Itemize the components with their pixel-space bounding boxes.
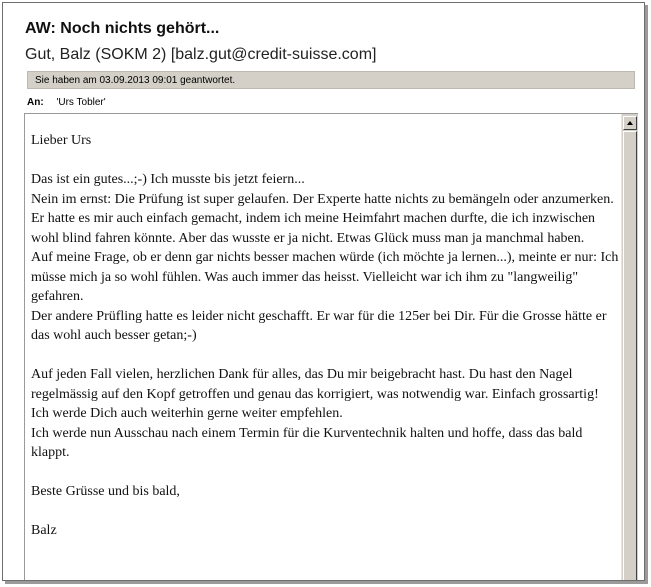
reply-info-bar[interactable]: Sie haben am 03.09.2013 09:01 geantwortet.	[27, 71, 635, 89]
email-sender: Gut, Balz (SOKM 2) [balz.gut@credit-suisse.com]	[25, 46, 377, 63]
body-line: Nein im ernst: Die Prüfung ist super gelaufen. Der Experte hatte nichts zu bemängeln oder anzumerken. Er hatte es mir auch einfach gemacht, indem ich meine Heimfahrt machen durfte, die ich inzwischen wohl blind fahren könnte. Aber das wusste er ja nicht. Etwas Glück muss man ja manchmal haben.	[31, 191, 614, 246]
recipient-row	[27, 97, 106, 108]
to-label: An:	[27, 97, 44, 108]
blank-line	[31, 151, 619, 171]
vertical-scrollbar[interactable]	[621, 114, 638, 580]
blank-line	[31, 346, 619, 366]
email-subject: AW: Noch nichts gehört...	[25, 20, 220, 37]
scroll-up-arrow-icon[interactable]	[623, 116, 637, 130]
blank-line	[31, 463, 619, 483]
body-line: Ich werde nun Ausschau nach einem Termin für die Kurventechnik halten und hoffe, dass das bald klappt.	[31, 425, 583, 460]
scroll-thumb[interactable]	[623, 131, 637, 580]
blank-line	[31, 502, 619, 522]
body-line: Auf meine Frage, ob er denn gar nichts besser machen würde (ich möchte ja lernen...), meinte er nur: Ich müsse mich ja so wohl fühlen. Was auch immer das heisst. Vielleicht war ich ihm zu "langweilig" gefahren.	[31, 250, 619, 304]
email-window	[2, 2, 645, 581]
body-line: Auf jeden Fall vielen, herzlichen Dank für alles, das Du mir beigebracht hast. Du hast den Nagel regelmässig auf den Kopf getroffen und genau das korrigiert, was notwendig war. Einfach grossartig! Ich werde Dich auch weiterhin gerne weiter empfehlen.	[31, 367, 599, 421]
closing: Beste Grüsse und bis bald,	[31, 484, 180, 499]
message-body	[31, 131, 619, 541]
to-recipient[interactable]: 'Urs Tobler'	[56, 97, 106, 108]
signature: Balz	[31, 523, 57, 538]
greeting: Lieber Urs	[31, 133, 92, 148]
message-body-pane[interactable]	[24, 113, 638, 580]
body-line: Der andere Prüfling hatte es leider nicht geschafft. Er war für die 125er bei Dir. Für die Grosse hätte er das wohl auch besser getan;-)	[31, 308, 607, 343]
body-line: Das ist ein gutes...;-) Ich musste bis jetzt feiern...	[31, 172, 305, 187]
